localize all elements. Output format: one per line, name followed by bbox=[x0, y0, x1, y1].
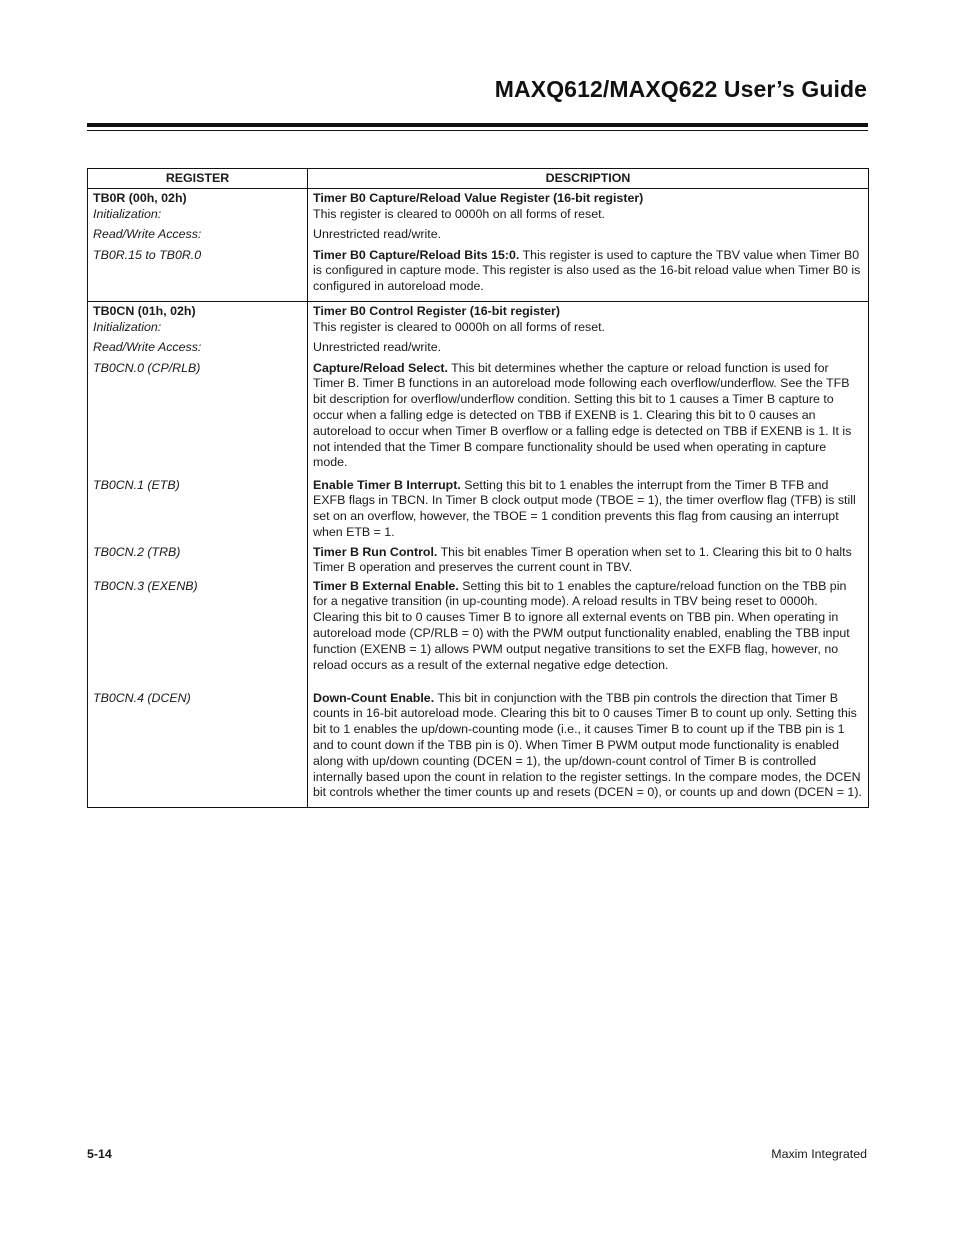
bit-description-trb bbox=[313, 545, 863, 579]
bit-text: Setting this bit to 1 enables the interrupt from the Timer B TFB and EXFB flags in TBCN. In Timer B clock output mode (TBOE = 1), the timer overflow flag (TFB) is still set on an overflow, however, the TBOE = 1 condition prevents this flag from causing an interrupt when ETB = 1. bbox=[313, 477, 856, 539]
bit-label-exenb: TB0CN.3 (EXENB) bbox=[93, 578, 198, 593]
register-cell-tb0cn bbox=[88, 301, 308, 807]
bit-description-cp-rlb bbox=[313, 361, 863, 478]
register-cell-tb0r bbox=[88, 189, 308, 302]
page-title: MAXQ612/MAXQ622 User’s Guide bbox=[494, 76, 867, 102]
bit-text: Setting this bit to 1 enables the capture/reload function on the TBB pin for a negative transition (in up-counting mode). A reload results in TBV being reset to 0000h. Clearing this bit to 0 causes Timer B to ignore all external events on TBB pin. When operating in autoreload mode (CP/RLB = 0) with the PWM output functionality enabled, enabling the TBB input function (EXENB = 1) allows PWM output negative transitions to set the EXFB flag, however, no reload occurs as a result of the external negative edge detection. bbox=[313, 578, 850, 672]
bit-title: Timer B Run Control. bbox=[313, 544, 438, 559]
register-description-title: Timer B0 Capture/Reload Value Register (16-bit register) bbox=[313, 191, 644, 205]
column-header-description: DESCRIPTION bbox=[308, 169, 869, 189]
register-name: TB0CN (01h, 02h) bbox=[93, 303, 196, 318]
footer-company: Maxim Integrated bbox=[771, 1147, 867, 1161]
initialization-text: This register is cleared to 0000h on all forms of reset. bbox=[313, 206, 606, 221]
read-write-text: Unrestricted read/write. bbox=[313, 227, 442, 242]
bit-title: Enable Timer B Interrupt. bbox=[313, 477, 461, 492]
bit-label-dcen: TB0CN.4 (DCEN) bbox=[93, 690, 191, 705]
table-header-row bbox=[88, 169, 869, 189]
bit-label-cp-rlb: TB0CN.0 (CP/RLB) bbox=[93, 360, 201, 375]
description-cell-tb0r bbox=[308, 189, 869, 302]
register-table bbox=[87, 168, 869, 808]
bit-text: This bit determines whether the capture or reload function is used for Timer B. Timer B functions in an autoreload mode following each overflow/underflow. See the TFB bit description for overflow/underflow condition. Setting this bit to 1 causes a Timer B capture to occur when a falling edge is detected on TBB if EXENB is 1. Clearing this bit to 0 causes an autoreload to occur when Timer B overflow or a falling edge is detected on TBB if EXENB is 1. It is not intended that the Timer B compare functionality should be used when operating in capture mode. bbox=[313, 360, 852, 470]
bit-label-etb: TB0CN.1 (ETB) bbox=[93, 477, 180, 492]
register-name: TB0R (00h, 02h) bbox=[93, 191, 187, 205]
read-write-label: Read/Write Access: bbox=[93, 227, 202, 242]
bit-title: Timer B External Enable. bbox=[313, 578, 459, 593]
page-number: 5-14 bbox=[87, 1147, 112, 1161]
bit-title: Capture/Reload Select. bbox=[313, 360, 448, 375]
bit-description-etb bbox=[313, 478, 863, 545]
bit-description bbox=[313, 248, 863, 295]
bit-title: Down-Count Enable. bbox=[313, 690, 435, 705]
table-row-tb0cn bbox=[88, 301, 869, 807]
bit-label: TB0R.15 to TB0R.0 bbox=[93, 247, 202, 262]
column-header-register: REGISTER bbox=[88, 169, 308, 189]
initialization-label: Initialization: bbox=[93, 319, 162, 334]
description-cell-tb0cn bbox=[308, 301, 869, 807]
bit-text: This bit enables Timer B operation when set to 1. Clearing this bit to 0 halts Timer B operation and preserves the current count in TBV. bbox=[313, 544, 852, 575]
table-row-tb0r bbox=[88, 189, 869, 302]
read-write-label: Read/Write Access: bbox=[93, 340, 202, 355]
read-write-text: Unrestricted read/write. bbox=[313, 340, 442, 355]
bit-title: Timer B0 Capture/Reload Bits 15:0. bbox=[313, 247, 520, 262]
initialization-text: This register is cleared to 0000h on all forms of reset. bbox=[313, 319, 606, 334]
header-rule-thick bbox=[87, 123, 868, 127]
bit-label-trb: TB0CN.2 (TRB) bbox=[93, 544, 181, 559]
initialization-label: Initialization: bbox=[93, 206, 162, 221]
register-description-title: Timer B0 Control Register (16-bit register) bbox=[313, 303, 560, 318]
bit-text: This bit in conjunction with the TBB pin controls the direction that Timer B counts in 16-bit autoreload mode. Clearing this bit to 0 causes Timer B to count up only. Setting this bit to 1 enables the up/down-counting mode (i.e., it causes Timer B to count up if the TBB pin is 1 and to count down if the TBB pin is 0). When Timer B PWM output mode functionality is enabled along with up/down counting (DCEN = 1), the up/down-count control of Timer B is controlled internally based upon the count in relation to the register settings. In the compare modes, the DCEN bit controls whether the timer counts up and resets (DCEN = 0), or counts up and down (DCEN = 1). bbox=[313, 690, 862, 800]
bit-description-dcen bbox=[313, 691, 863, 802]
bit-text: This register is used to capture the TBV value when Timer B0 is configured in capture mode. This register is also used as the 16-bit reload value when Timer B0 is configured in autoreload mode. bbox=[313, 247, 861, 294]
header-rule-thin bbox=[87, 130, 868, 131]
bit-description-exenb bbox=[313, 579, 863, 691]
